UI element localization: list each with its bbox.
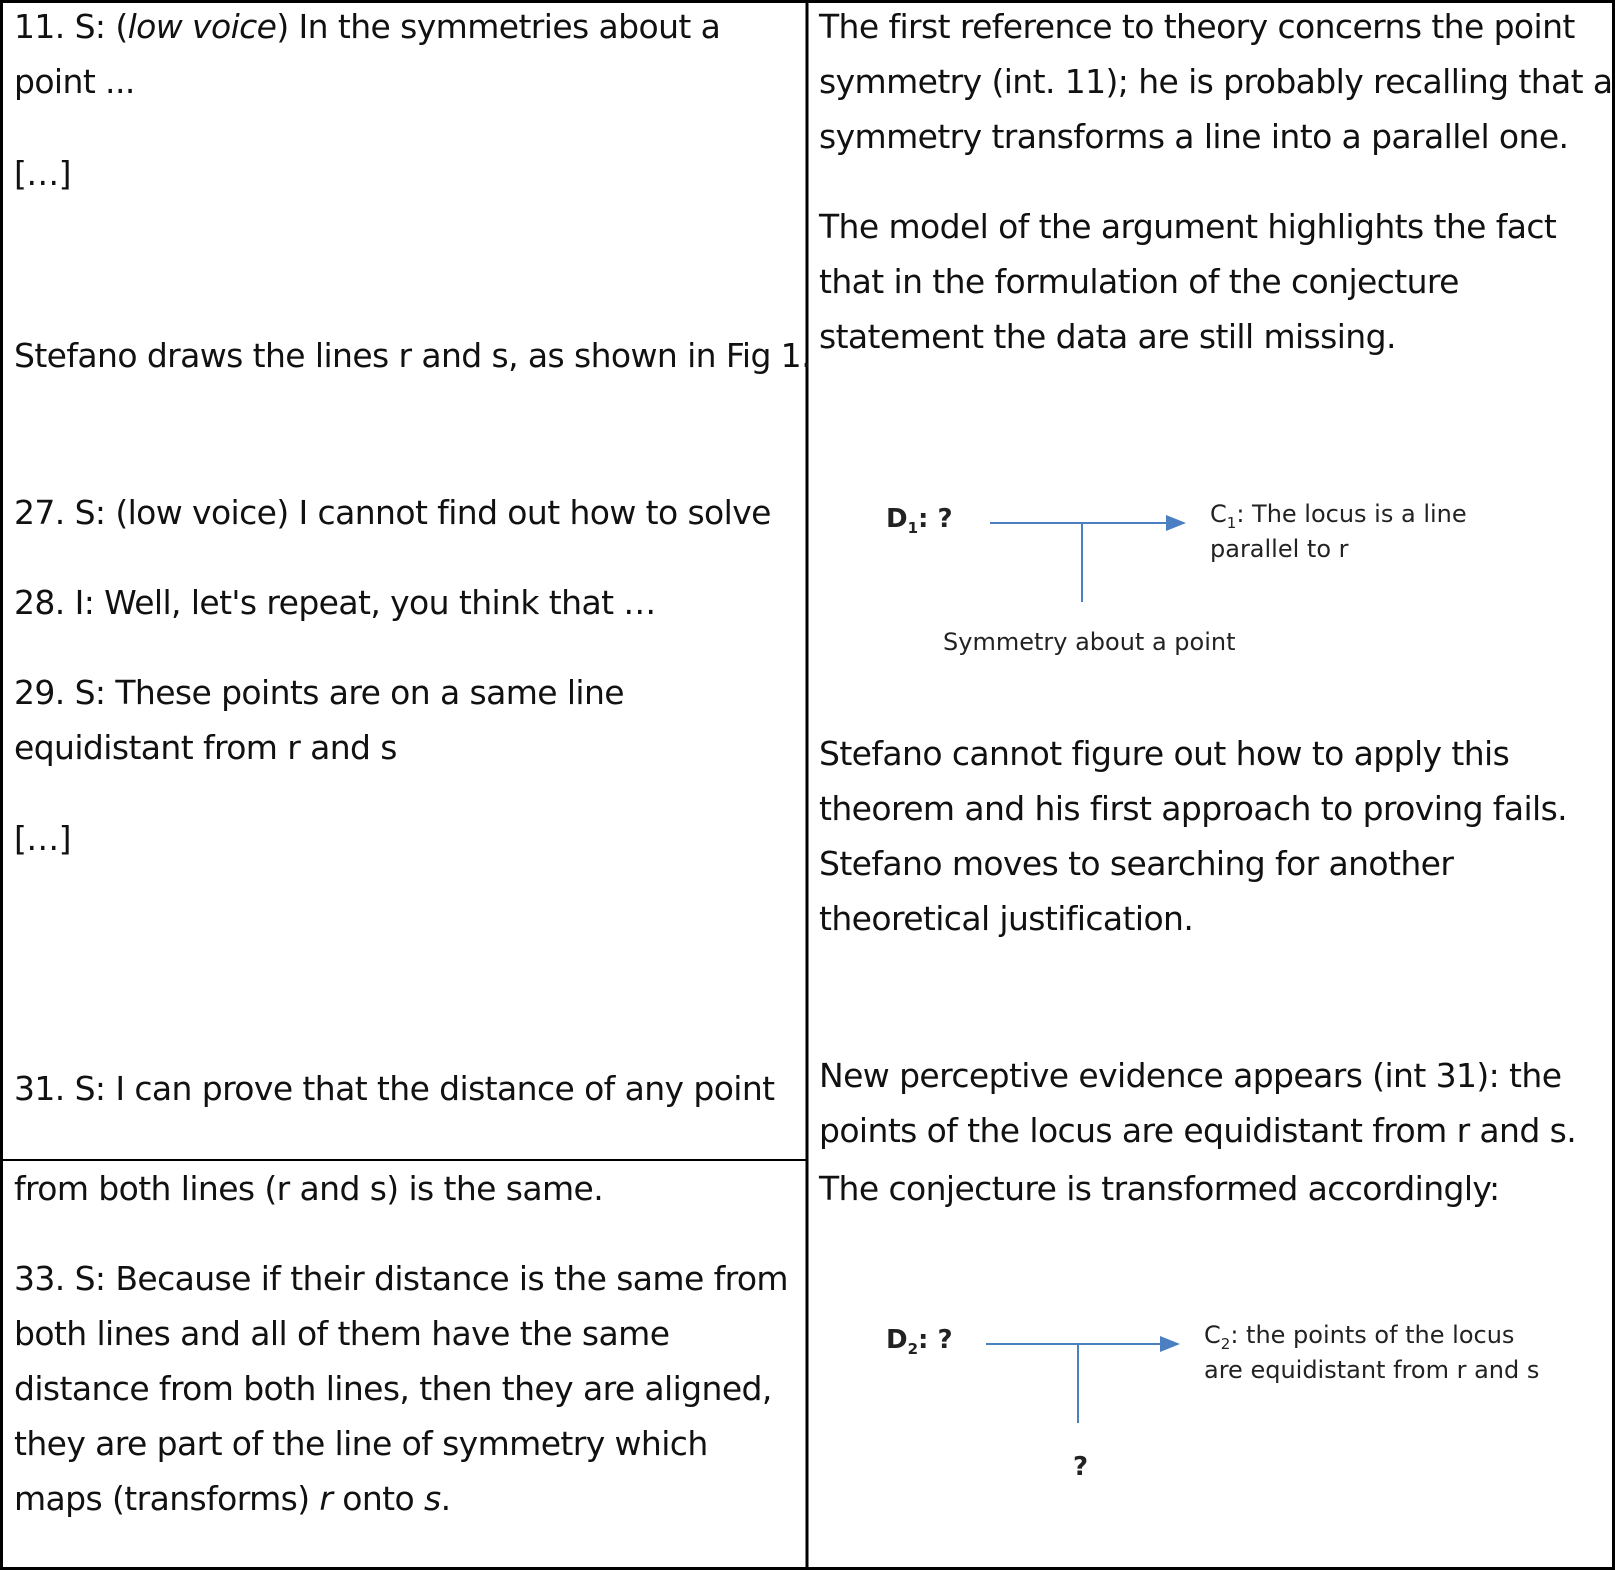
commentary-p4-line1: New perceptive evidence appears (int 31): the: [819, 1056, 1562, 1095]
interaction-33-line3: distance from both lines, then they are aligned,: [14, 1369, 772, 1408]
ellipsis-2: […]: [14, 819, 71, 858]
diagram2-warrant: ?: [1073, 1452, 1089, 1482]
int33-line5-r: r: [319, 1479, 333, 1518]
interaction-33-line4: they are part of the line of symmetry which: [14, 1424, 708, 1463]
commentary-p2-line1: The model of the argument highlights the fact: [819, 207, 1557, 246]
diagram1-warrant: Symmetry about a point: [943, 628, 1236, 656]
ellipsis-1: […]: [14, 154, 71, 193]
int33-line5-b: onto: [332, 1479, 425, 1518]
commentary-p3-line3: Stefano moves to searching for another: [819, 844, 1454, 883]
diagram2-claim-line2: are equidistant from r and s: [1204, 1356, 1540, 1384]
int11-prefix: 11. S: (: [14, 7, 128, 46]
argument-diagram-1: [886, 500, 1467, 656]
commentary-p4-line2: points of the locus are equidistant from r and s.: [819, 1111, 1577, 1150]
commentary-p2-line2: that in the formulation of the conjecture: [819, 262, 1459, 301]
int11-suffix: ) In the symmetries about a: [276, 7, 721, 46]
diagram1-claim-line2: parallel to r: [1210, 535, 1349, 563]
interaction-33: 33. S: Because if their distance is the same from: [14, 1259, 788, 1298]
interaction-31-line2: from both lines (r and s) is the same.: [14, 1169, 604, 1208]
int33-line5-c: .: [440, 1479, 451, 1518]
interaction-31: 31. S: I can prove that the distance of any point: [14, 1069, 775, 1108]
commentary-p1-line2: symmetry (int. 11); he is probably recalling that a: [819, 62, 1613, 101]
diagram2-data: $D_2$: ?: [886, 1325, 953, 1358]
interaction-28: 28. I: Well, let's repeat, you think that …: [14, 583, 656, 622]
commentary-p4-line3: The conjecture is transformed accordingly:: [819, 1169, 1500, 1208]
diagram1-data: $D_1$: ?: [886, 504, 953, 537]
commentary-p3-line2: theorem and his first approach to proving fails.: [819, 789, 1568, 828]
interaction-29-line2: equidistant from r and s: [14, 728, 397, 767]
diagram1-claim: $C_1$: The locus is a line: [1210, 500, 1467, 532]
figure-note: Stefano draws the lines r and s, as shown in Fig 1.: [14, 336, 811, 375]
int33-line5-s: s: [424, 1479, 441, 1518]
int11-italic: low voice: [127, 7, 277, 46]
interaction-27: 27. S: (low voice) I cannot find out how to solve: [14, 493, 771, 532]
commentary-p3-line4: theoretical justification.: [819, 899, 1194, 938]
commentary-p1-line1: The first reference to theory concerns the point: [819, 7, 1575, 46]
commentary-p2-line3: statement the data are still missing.: [819, 317, 1396, 356]
interaction-33-line2: both lines and all of them have the same: [14, 1314, 670, 1353]
int33-line5-a: maps (transforms): [14, 1479, 320, 1518]
argument-diagram-2: [886, 1321, 1539, 1482]
interaction-29: 29. S: These points are on a same line: [14, 673, 625, 712]
commentary-p3-line1: Stefano cannot figure out how to apply this: [819, 734, 1510, 773]
commentary-p1-line3: symmetry transforms a line into a parallel one.: [819, 117, 1569, 156]
diagram2-claim: $C_2$: the points of the locus: [1204, 1321, 1515, 1353]
interaction-11-line2: point ...: [14, 62, 135, 101]
